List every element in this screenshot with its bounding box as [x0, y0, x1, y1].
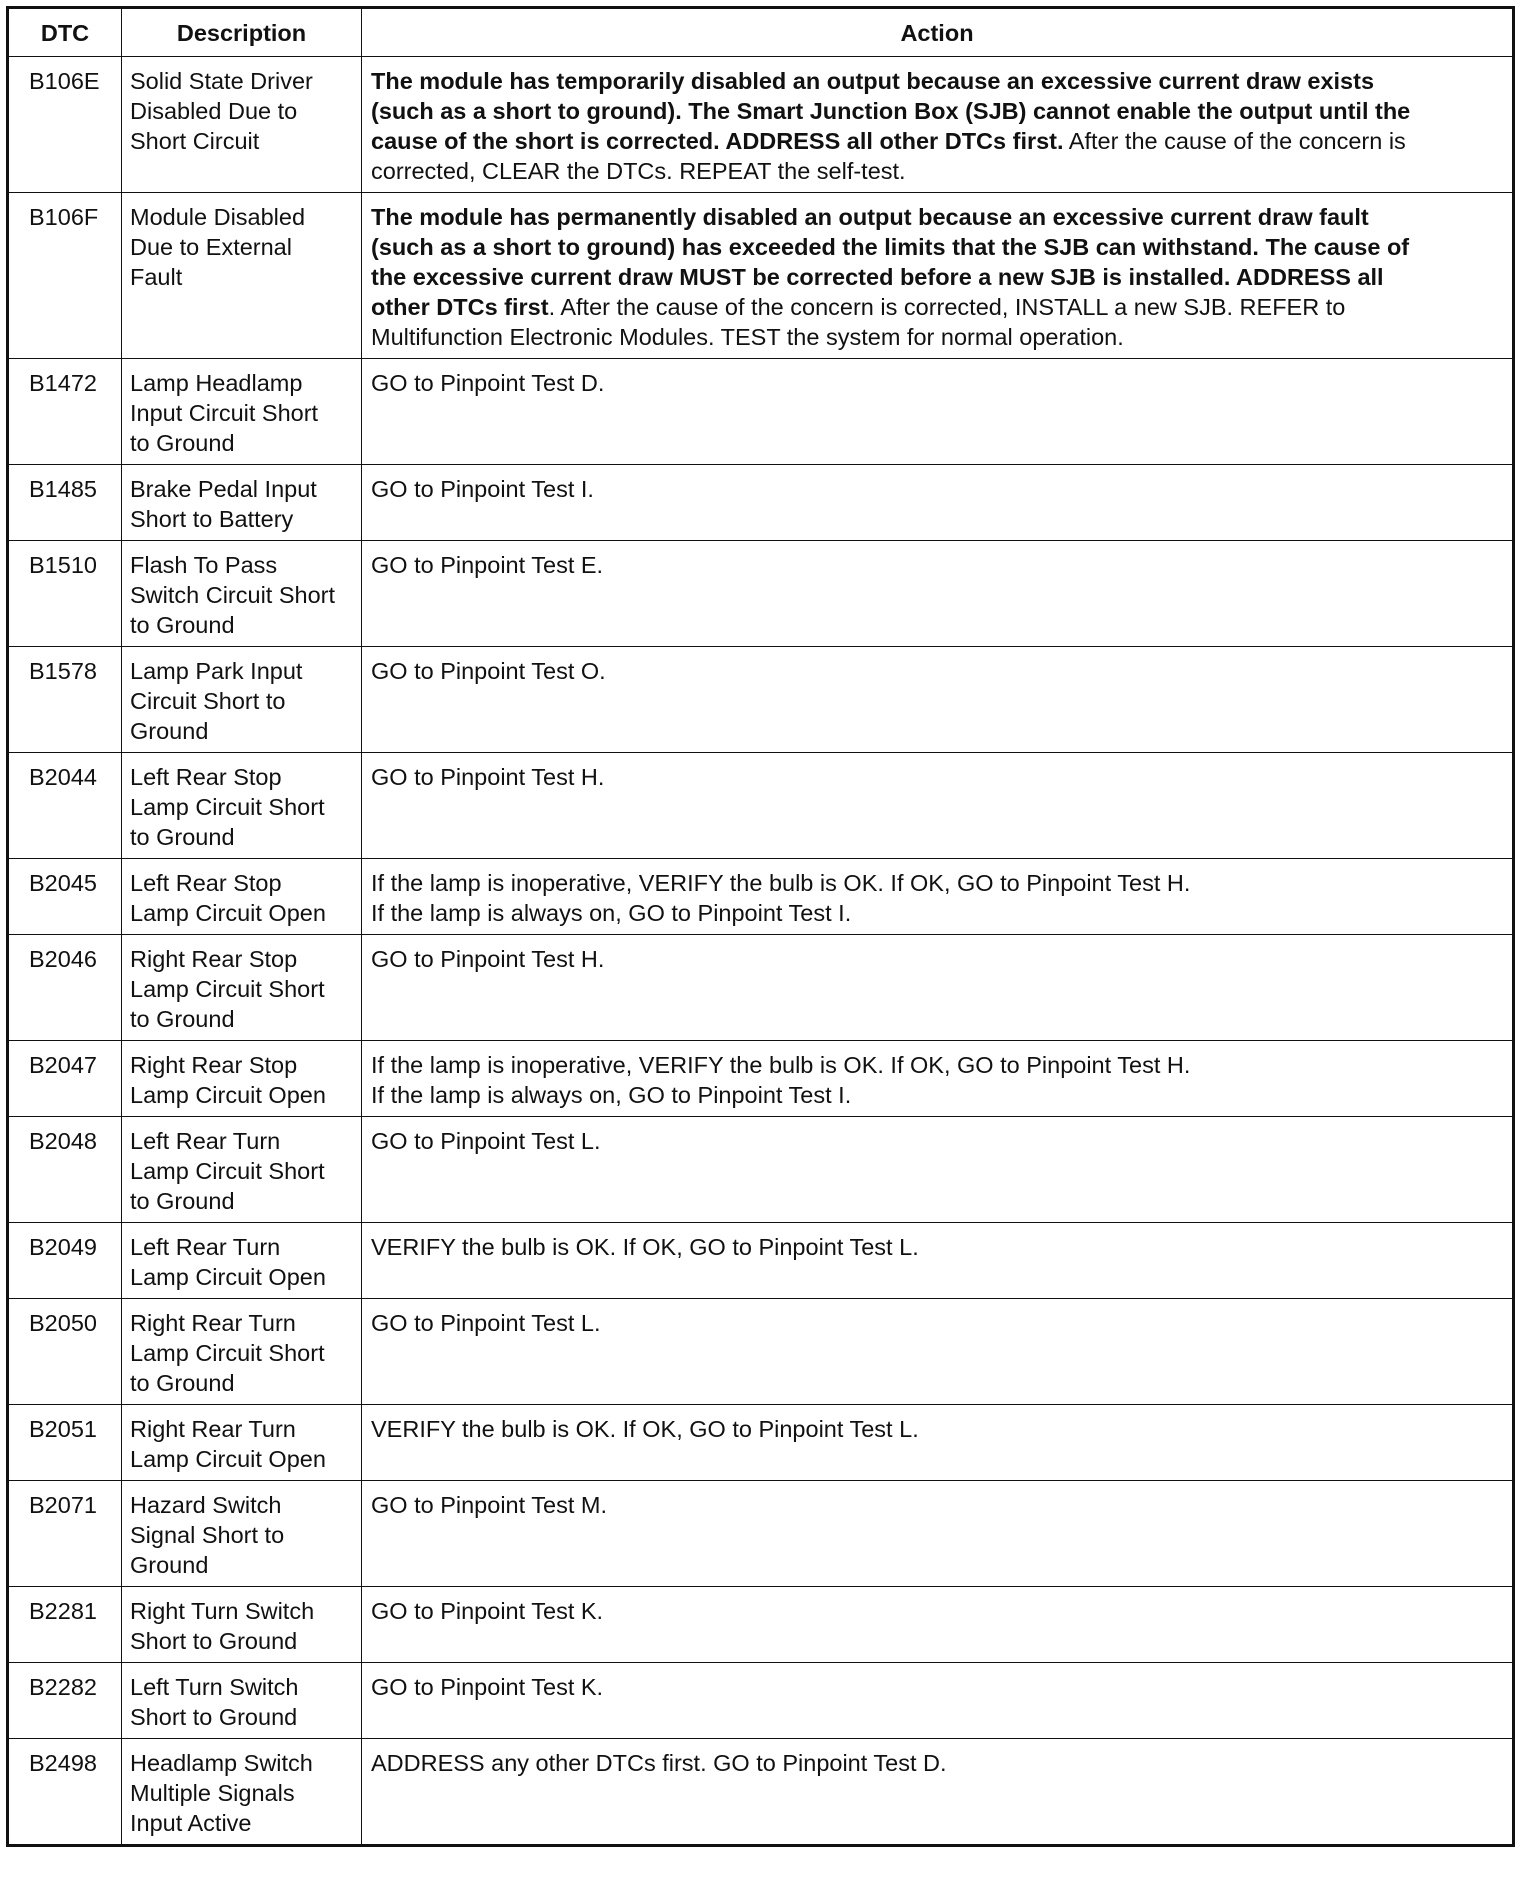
description-line: Solid State Driver	[130, 68, 313, 94]
dtc-description	[122, 1587, 362, 1663]
description-line: to Ground	[130, 1188, 235, 1214]
action-line	[371, 868, 1504, 898]
action-text: GO to Pinpoint Test H.	[371, 946, 605, 972]
description-line: Left Rear Stop	[130, 870, 282, 896]
description-line: Lamp Circuit Open	[130, 900, 326, 926]
description-line: Right Rear Stop	[130, 1052, 298, 1078]
description-line: Left Rear Stop	[130, 764, 282, 790]
dtc-code: B106E	[8, 57, 122, 193]
description-line: Hazard Switch	[130, 1492, 282, 1518]
description-line: Headlamp Switch	[130, 1750, 313, 1776]
action-line	[371, 262, 1504, 292]
dtc-code: B2498	[8, 1739, 122, 1846]
dtc-code: B2045	[8, 859, 122, 935]
dtc-description	[122, 1405, 362, 1481]
description-line: to Ground	[130, 1370, 235, 1396]
dtc-action	[362, 935, 1514, 1041]
description-line: Lamp Circuit Open	[130, 1082, 326, 1108]
action-line	[371, 292, 1504, 322]
dtc-action	[362, 57, 1514, 193]
dtc-action	[362, 1041, 1514, 1117]
dtc-description	[122, 1117, 362, 1223]
action-text-bold: the excessive current draw MUST be corrected before a new SJB is installed. ADDRESS all	[371, 264, 1384, 290]
table-row	[8, 1663, 1514, 1739]
action-text: If the lamp is inoperative, VERIFY the bulb is OK. If OK, GO to Pinpoint Test H.	[371, 1052, 1191, 1078]
dtc-description	[122, 1223, 362, 1299]
action-text: VERIFY the bulb is OK. If OK, GO to Pinpoint Test L.	[371, 1234, 919, 1260]
action-line	[371, 474, 1504, 504]
description-line: to Ground	[130, 430, 235, 456]
action-line	[371, 550, 1504, 580]
description-line: Right Rear Turn	[130, 1310, 296, 1336]
action-text: corrected, CLEAR the DTCs. REPEAT the self-test.	[371, 158, 906, 184]
description-line: Input Active	[130, 1810, 252, 1836]
dtc-action	[362, 1739, 1514, 1846]
action-line	[371, 656, 1504, 686]
action-line	[371, 1080, 1504, 1110]
description-line: Lamp Circuit Short	[130, 976, 325, 1002]
dtc-description	[122, 359, 362, 465]
dtc-code: B2281	[8, 1587, 122, 1663]
table-row	[8, 193, 1514, 359]
action-text: After the cause of the concern is	[1063, 128, 1406, 154]
dtc-description	[122, 647, 362, 753]
action-text: If the lamp is inoperative, VERIFY the bulb is OK. If OK, GO to Pinpoint Test H.	[371, 870, 1191, 896]
dtc-code: B2050	[8, 1299, 122, 1405]
description-line: Right Turn Switch	[130, 1598, 315, 1624]
action-text: GO to Pinpoint Test D.	[371, 370, 605, 396]
action-text: VERIFY the bulb is OK. If OK, GO to Pinpoint Test L.	[371, 1416, 919, 1442]
action-text: GO to Pinpoint Test L.	[371, 1128, 601, 1154]
dtc-action	[362, 647, 1514, 753]
header-dtc: DTC	[8, 8, 122, 57]
description-line: Right Rear Turn	[130, 1416, 296, 1442]
action-text: GO to Pinpoint Test O.	[371, 658, 606, 684]
table-row	[8, 647, 1514, 753]
description-line: Lamp Circuit Open	[130, 1264, 326, 1290]
dtc-code: B2071	[8, 1481, 122, 1587]
dtc-action	[362, 1117, 1514, 1223]
action-text: GO to Pinpoint Test M.	[371, 1492, 607, 1518]
table-row	[8, 359, 1514, 465]
dtc-action	[362, 465, 1514, 541]
dtc-action	[362, 541, 1514, 647]
description-line: Module Disabled	[130, 204, 306, 230]
description-line: Ground	[130, 718, 209, 744]
action-line	[371, 368, 1504, 398]
action-line	[371, 1232, 1504, 1262]
dtc-description	[122, 1041, 362, 1117]
description-line: Lamp Circuit Short	[130, 1158, 325, 1184]
action-text: ADDRESS any other DTCs first. GO to Pinpoint Test D.	[371, 1750, 947, 1776]
table-header	[8, 8, 1514, 57]
dtc-description	[122, 1299, 362, 1405]
description-line: Left Rear Turn	[130, 1128, 281, 1154]
table-row	[8, 1041, 1514, 1117]
dtc-code: B2044	[8, 753, 122, 859]
dtc-description	[122, 541, 362, 647]
dtc-description	[122, 193, 362, 359]
description-line: Short to Ground	[130, 1704, 298, 1730]
dtc-action	[362, 193, 1514, 359]
dtc-action	[362, 753, 1514, 859]
dtc-description	[122, 465, 362, 541]
action-line	[371, 1050, 1504, 1080]
description-line: Right Rear Stop	[130, 946, 298, 972]
dtc-code: B1472	[8, 359, 122, 465]
action-line	[371, 66, 1504, 96]
description-line: Short to Battery	[130, 506, 294, 532]
description-line: Short Circuit	[130, 128, 260, 154]
dtc-action	[362, 1481, 1514, 1587]
description-line: Switch Circuit Short	[130, 582, 336, 608]
action-line	[371, 322, 1504, 352]
dtc-table	[6, 6, 1515, 1847]
table-row	[8, 935, 1514, 1041]
action-text: GO to Pinpoint Test K.	[371, 1674, 604, 1700]
dtc-description	[122, 1663, 362, 1739]
action-line	[371, 202, 1504, 232]
action-text-bold: (such as a short to ground) has exceeded the limits that the SJB can withstand. The cause of	[371, 234, 1410, 260]
dtc-code: B2048	[8, 1117, 122, 1223]
action-line	[371, 898, 1504, 928]
action-line	[371, 156, 1504, 186]
action-text-bold: other DTCs first	[371, 294, 549, 320]
action-line	[371, 1126, 1504, 1156]
table-row	[8, 1587, 1514, 1663]
dtc-code: B1578	[8, 647, 122, 753]
table-row	[8, 1739, 1514, 1846]
description-line: Ground	[130, 1552, 209, 1578]
action-text: Multifunction Electronic Modules. TEST the system for normal operation.	[371, 324, 1124, 350]
action-line	[371, 1748, 1504, 1778]
dtc-code: B106F	[8, 193, 122, 359]
table-body	[8, 57, 1514, 1846]
dtc-code: B2046	[8, 935, 122, 1041]
table-row	[8, 1481, 1514, 1587]
dtc-action	[362, 1405, 1514, 1481]
description-line: Input Circuit Short	[130, 400, 319, 426]
dtc-action	[362, 359, 1514, 465]
dtc-action	[362, 1223, 1514, 1299]
action-text: GO to Pinpoint Test L.	[371, 1310, 601, 1336]
description-line: Lamp Circuit Open	[130, 1446, 326, 1472]
table-row	[8, 57, 1514, 193]
table-row	[8, 1117, 1514, 1223]
action-text: GO to Pinpoint Test H.	[371, 764, 605, 790]
dtc-description	[122, 753, 362, 859]
header-action: Action	[362, 8, 1514, 57]
action-text: . After the cause of the concern is corrected, INSTALL a new SJB. REFER to	[548, 294, 1346, 320]
description-line: Lamp Park Input	[130, 658, 303, 684]
dtc-action	[362, 1587, 1514, 1663]
dtc-description	[122, 1481, 362, 1587]
dtc-action	[362, 859, 1514, 935]
action-line	[371, 1490, 1504, 1520]
description-line: Signal Short to	[130, 1522, 285, 1548]
action-text-bold: The module has temporarily disabled an output because an excessive current draw exists	[371, 68, 1375, 94]
description-line: Due to External	[130, 234, 292, 260]
action-line	[371, 762, 1504, 792]
action-line	[371, 1414, 1504, 1444]
table-row	[8, 753, 1514, 859]
action-text-bold: (such as a short to ground). The Smart Junction Box (SJB) cannot enable the output until the	[371, 98, 1411, 124]
table-row	[8, 859, 1514, 935]
action-text-bold: The module has permanently disabled an output because an excessive current draw fault	[371, 204, 1369, 230]
description-line: to Ground	[130, 824, 235, 850]
description-line: Multiple Signals	[130, 1780, 295, 1806]
action-line	[371, 1672, 1504, 1702]
action-text: GO to Pinpoint Test K.	[371, 1598, 604, 1624]
table-row	[8, 465, 1514, 541]
header-description: Description	[122, 8, 362, 57]
action-line	[371, 126, 1504, 156]
description-line: Short to Ground	[130, 1628, 298, 1654]
dtc-code: B2049	[8, 1223, 122, 1299]
action-line	[371, 944, 1504, 974]
dtc-code: B1485	[8, 465, 122, 541]
action-line	[371, 1308, 1504, 1338]
action-text-bold: cause of the short is corrected. ADDRESS all other DTCs first.	[371, 128, 1064, 154]
description-line: Circuit Short to	[130, 688, 286, 714]
dtc-code: B2282	[8, 1663, 122, 1739]
description-line: Lamp Circuit Short	[130, 1340, 325, 1366]
action-text: If the lamp is always on, GO to Pinpoint Test I.	[371, 1082, 852, 1108]
description-line: Fault	[130, 264, 183, 290]
table-row	[8, 1405, 1514, 1481]
dtc-code: B1510	[8, 541, 122, 647]
table-row	[8, 541, 1514, 647]
description-line: Disabled Due to	[130, 98, 298, 124]
action-line	[371, 1596, 1504, 1626]
action-text: GO to Pinpoint Test I.	[371, 476, 594, 502]
dtc-code: B2047	[8, 1041, 122, 1117]
dtc-description	[122, 859, 362, 935]
dtc-description	[122, 935, 362, 1041]
description-line: Lamp Circuit Short	[130, 794, 325, 820]
description-line: Left Turn Switch	[130, 1674, 299, 1700]
table-row	[8, 1223, 1514, 1299]
description-line: to Ground	[130, 1006, 235, 1032]
table-row	[8, 1299, 1514, 1405]
dtc-action	[362, 1663, 1514, 1739]
header-row	[8, 8, 1514, 57]
action-text: GO to Pinpoint Test E.	[371, 552, 604, 578]
action-text: If the lamp is always on, GO to Pinpoint Test I.	[371, 900, 852, 926]
description-line: to Ground	[130, 612, 235, 638]
dtc-description	[122, 57, 362, 193]
dtc-code: B2051	[8, 1405, 122, 1481]
description-line: Left Rear Turn	[130, 1234, 281, 1260]
description-line: Brake Pedal Input	[130, 476, 317, 502]
description-line: Flash To Pass	[130, 552, 278, 578]
dtc-action	[362, 1299, 1514, 1405]
description-line: Lamp Headlamp	[130, 370, 303, 396]
dtc-description	[122, 1739, 362, 1846]
action-line	[371, 232, 1504, 262]
action-line	[371, 96, 1504, 126]
